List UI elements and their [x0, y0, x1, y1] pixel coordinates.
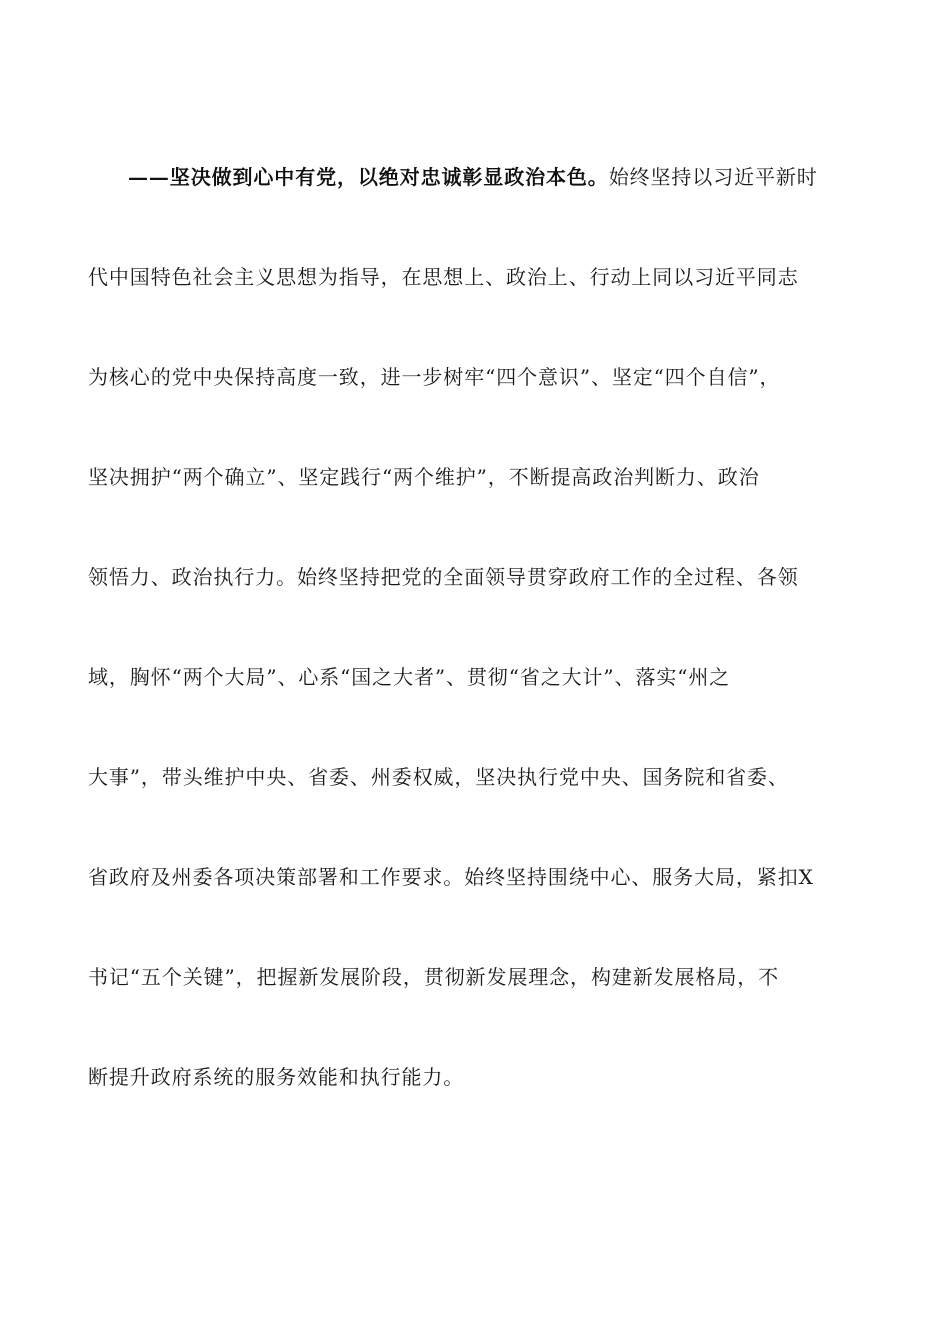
paragraph-line-8: 省政府及州委各项决策部署和工作要求。始终坚持围绕中心、服务大局，紧扣X [88, 865, 814, 889]
body-paragraph [88, 127, 878, 1127]
paragraph-line-2: 代中国特色社会主义思想为指导，在思想上、政治上、行动上同以习近平同志 [88, 265, 799, 289]
paragraph-line-3: 为核心的党中央保持高度一致，进一步树牢“四个意识”、坚定“四个自信”， [88, 365, 781, 389]
paragraph-line-9: 书记“五个关键”，把握新发展阶段，贯彻新发展理念，构建新发展格局，不 [88, 965, 780, 989]
paragraph-line-7: 大事”，带头维护中央、省委、州委权威，坚决执行党中央、国务院和省委、 [88, 765, 789, 789]
paragraph-line-4: 坚决拥护“两个确立”、坚定践行“两个维护”，不断提高政治判断力、政治 [88, 465, 760, 489]
paragraph-line-6: 域，胸怀“两个大局”、心系“国之大者”、贯彻“省之大计”、落实“州之 [88, 665, 731, 689]
paragraph-line-10: 断提升政府系统的服务效能和执行能力。 [88, 1065, 465, 1089]
paragraph-heading: ——坚决做到心中有党，以绝对忠诚彰显政治本色。 [128, 165, 609, 189]
paragraph-line-1 [88, 127, 878, 227]
paragraph-line-1-text: 始终坚持以习近平新时 [608, 165, 818, 189]
paragraph-line-5: 领悟力、政治执行力。始终坚持把党的全面领导贯穿政府工作的全过程、各领 [88, 565, 799, 589]
